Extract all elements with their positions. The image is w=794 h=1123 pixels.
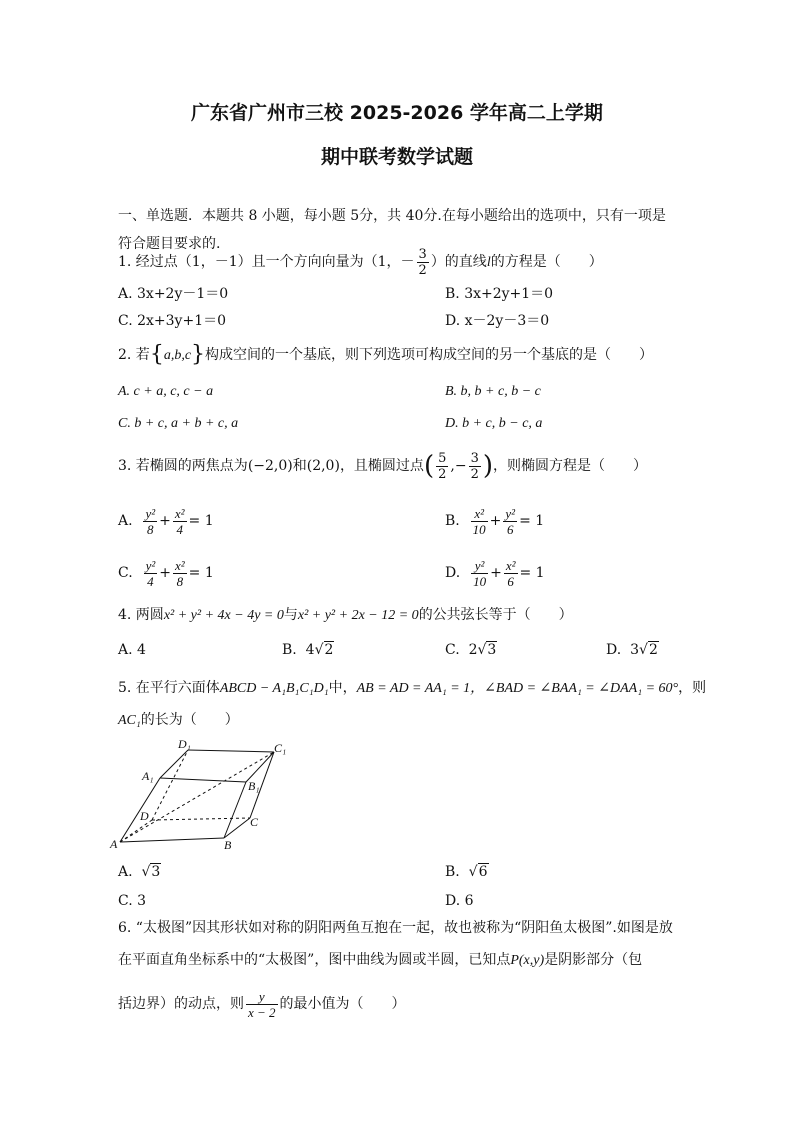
q3-option-d: D. $\frac{\text{y²}}{10}$ + $\frac{\text{x²}}{6}$ = 1 bbox=[445, 557, 545, 589]
edge-a1b1 bbox=[160, 778, 246, 782]
question-3-stem: 3. 若椭圆的两焦点为(−2,0)和(2,0)，且椭圆过点( $\frac{5}{2}$ ,− $\frac{3}{2}$ )，则椭圆方程是（ ） bbox=[118, 450, 647, 482]
q1-fraction: $\frac{3}{2}$ bbox=[418, 246, 427, 278]
question-1-stem bbox=[118, 246, 603, 278]
q3-point-y: $\frac{3}{2}$ bbox=[470, 450, 479, 482]
label-a: A bbox=[110, 837, 118, 851]
q5-conditions: AB = AD = AA₁ = 1，∠BAD = ∠BAA₁ = ∠DAA₁ = 60° bbox=[356, 681, 679, 696]
q3-option-b: B. $\frac{\text{x²}}{10}$ + $\frac{\text{y²}}{6}$ = 1 bbox=[445, 505, 545, 537]
label-b: B bbox=[224, 838, 232, 852]
question-6-stem-line2: 在平面直角坐标系中的“太极图”，图中曲线为圆或半圆，已知点P(x,y)是阴影部分（包 bbox=[118, 952, 643, 968]
edge-d1c1 bbox=[188, 750, 274, 752]
question-6-stem-line1: 6. “太极图”因其形状如对称的阴阳两鱼互抱在一起，故也被称为“阴阳鱼太极图”.如图是放 bbox=[118, 920, 673, 936]
q2-option-d: D. b + c, b − c, a bbox=[445, 416, 543, 431]
q5-option-d: D. 6 bbox=[445, 893, 474, 909]
edge-ad-hidden bbox=[120, 820, 152, 842]
q1-text-post: ）的直线 bbox=[430, 254, 487, 270]
q4-option-d: D. 3√2 bbox=[606, 642, 658, 658]
label-d: D bbox=[140, 809, 149, 823]
edge-dd1-hidden bbox=[152, 750, 188, 820]
q2-option-a: A. c + a, c, c − a bbox=[118, 384, 214, 399]
q3-option-c: C. $\frac{\text{y²}}{4}$ + $\frac{\text{x²}}{8}$ = 1 bbox=[118, 557, 214, 589]
exam-title-line2: 期中联考数学试题 bbox=[320, 146, 473, 168]
q3-focus-2: (2,0) bbox=[306, 458, 340, 474]
q4-option-c: C. 2√3 bbox=[445, 642, 497, 658]
question-2-stem: 2. 若{a,b,c}构成空间的一个基底，则下列选项可构成空间的另一个基底的是（ ） bbox=[118, 342, 654, 367]
q2-option-b: B. b, b + c, b − c bbox=[445, 384, 541, 399]
label-b1: B₁ bbox=[248, 779, 260, 793]
parallelepiped-figure bbox=[112, 738, 302, 850]
label-c: C bbox=[250, 815, 259, 829]
label-a1: A₁ bbox=[142, 769, 154, 783]
edge-b1c1 bbox=[246, 752, 274, 782]
q4-circle-2: x² + y² + 2x − 12 = 0 bbox=[297, 608, 419, 623]
exam-title-line1: 广东省广州市三校 2025-2026 学年高二上学期 bbox=[191, 102, 603, 124]
q1-option-c: C. 2x+3y+1＝0 bbox=[118, 313, 227, 329]
q4-option-a: A. 4 bbox=[118, 642, 146, 658]
question-5-stem-line2: AC₁的长为（ ） bbox=[118, 712, 239, 728]
q5-solid-name: ABCD − A₁B₁C₁D₁ bbox=[219, 681, 329, 696]
q2-vector-set: a,b,c bbox=[163, 348, 192, 363]
q1-text-pre: 1. 经过点（1，－1）且一个方向向量为（1，－ bbox=[118, 254, 415, 270]
q6-point: P(x,y) bbox=[510, 953, 545, 968]
q4-circle-1: x² + y² + 4x − 4y = 0 bbox=[163, 608, 284, 623]
question-6-stem-line3: 括边界）的动点，则 $\frac{y}{x - 2}$ 的最小值为（ ） bbox=[118, 988, 406, 1020]
q1-option-b: B. 3x+2y+1＝0 bbox=[445, 286, 554, 302]
q1-line-var: l bbox=[486, 255, 491, 270]
section-instructions-line1: 一、单选题．本题共 8 小题，每小题 5分，共 40分.在每小题给出的选项中，只有一项是 bbox=[118, 208, 666, 224]
question-4-stem: 4. 两圆x² + y² + 4x − 4y = 0与x² + y² + 2x − 12 = 0的公共弦长等于（ ） bbox=[118, 607, 573, 623]
q6-fraction: $\frac{y}{x - 2}$ bbox=[248, 988, 276, 1020]
q2-option-c: C. b + c, a + b + c, a bbox=[118, 416, 239, 431]
q1-text-end: 的方程是（ ） bbox=[490, 254, 603, 270]
q5-option-a: A. √3 bbox=[118, 864, 161, 880]
section-instructions-line2: 符合题目要求的. bbox=[118, 236, 221, 252]
q3-focus-1: (−2,0) bbox=[247, 458, 293, 474]
q5-option-b: B. √6 bbox=[445, 864, 488, 880]
label-c1: C₁ bbox=[274, 741, 287, 755]
q4-option-b: B. 4√2 bbox=[282, 642, 334, 658]
edge-dc-hidden bbox=[152, 818, 250, 820]
q3-option-a: A. $\frac{\text{y²}}{8}$ + $\frac{\text{x²}}{4}$ = 1 bbox=[118, 505, 214, 537]
q1-option-a: A. 3x+2y－1＝0 bbox=[118, 286, 229, 302]
q1-option-d: D. x－2y－3＝0 bbox=[445, 313, 550, 329]
q5-option-c: C. 3 bbox=[118, 893, 147, 909]
q3-point-x: $\frac{5}{2}$ bbox=[438, 450, 447, 482]
edge-a1d1 bbox=[160, 750, 188, 778]
edge-ab bbox=[120, 838, 224, 842]
question-5-stem-line1: 5. 在平行六面体ABCD − A₁B₁C₁D₁中，AB = AD = AA₁ = 1，∠BAD = ∠BAA₁ = ∠DAA₁ = 60°，则 bbox=[118, 680, 707, 696]
label-d1: D₁ bbox=[178, 737, 191, 751]
